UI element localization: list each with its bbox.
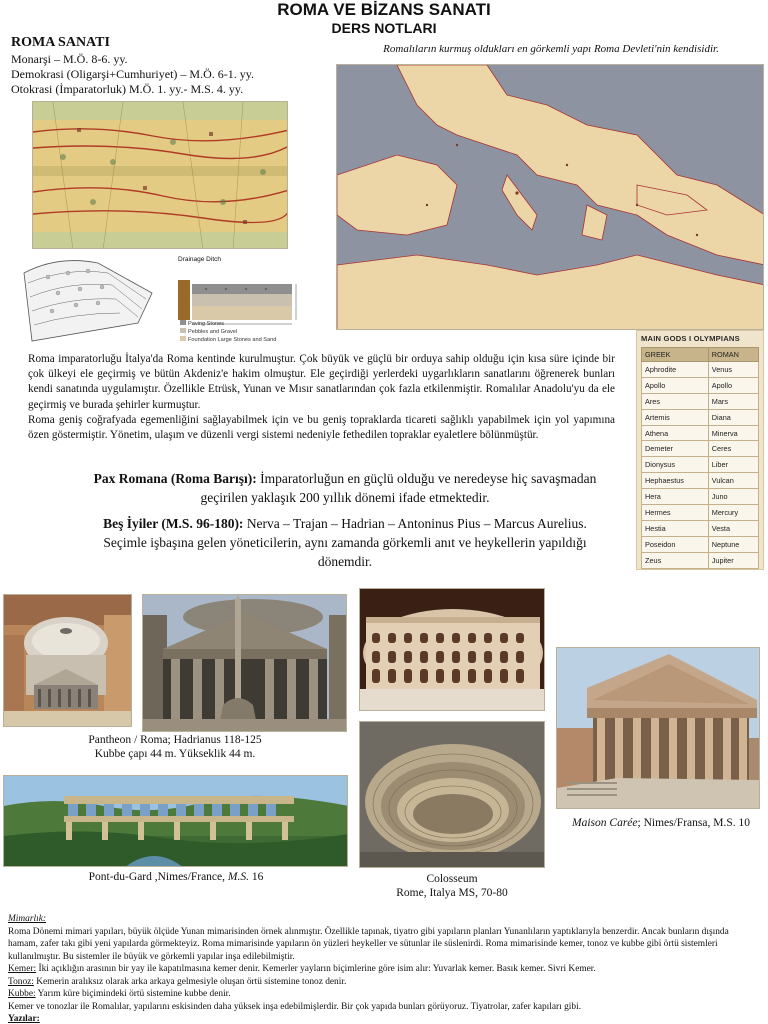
section-title: ROMA SANATI [11,35,110,50]
period-item: Otokrasi (İmparatorluk) M.Ö. 1. yy.- M.S. 4. yy. [11,82,244,96]
road-cross-section-drawing [18,253,158,345]
table-row: Apollo Apollo [642,377,759,393]
body-text [28,352,615,443]
table-header-greek: GREEK [642,348,709,362]
gods-table-title: MAIN GODS I OLYMPIANS [641,334,740,343]
pantheon-facade-photo [142,594,347,732]
five-good-emperors-text [80,514,610,571]
maison-caree-caption: Maison Carée; Nimes/Fransa, M.S. 10 [572,817,750,829]
pantheon-caption: Pantheon / Roma; Hadrianus 118-125 Kubbe çapı 44 m. Yükseklik 44 m. [88,734,262,760]
period-item: Monarşi – M.Ö. 8-6. yy. [11,52,128,66]
table-row: Zeus Jupiter [642,552,759,568]
legend-item: Pebbles and Gravel [180,328,276,336]
colosseum-interior-photo [359,721,545,868]
table-row: Hermes Mercury [642,505,759,521]
colosseum-caption: Colosseum Rome, Italya MS, 70-80 [396,873,508,899]
table-row: Aphrodite Venus [642,362,759,378]
table-row: Poseidon Neptune [642,536,759,552]
road-layers-diagram [176,256,306,348]
legend-item: Paving Stones [180,320,276,328]
architecture-paragraph: Roma Dönemi mimari yapıları, büyük ölçüde Yunan mimarisinden örnek alınmıştır. Özellikle tapınak, tiyatro gibi yapıların planları Yunanlıların yaptıklarıyla benzerdir. Ancak bunların dışında hamam, zafer takı gibi yeni yapılarda görmekteyiz. Roma mimarisinde yapıların ön yüzleri heykeller ve sütunlar ile süslenirdi. Roma mimarisinde kemer, tonoz ve kubbe gibi örtü sistemleri kullanılmıştır. Bu sistemler ile büyük ve görkemli yapılar inşa edilebilmiştir. [8,926,729,962]
arch-definition-kemer: Kemer: İki açıklığın arasının bir yay ile kapatılmasına kemer denir. Kemerler yayların biçimlerine göre isim alır: Yuvarlak kemer. Basık kemer. Sivri Kemer. [8,964,596,974]
table-row: Hera Juno [642,489,759,505]
arch-definition-tonoz: Tonoz: Kemerin aralıksız olarak arka arkaya gelmesiyle oluşan örtü sistemine tonoz denir. [8,976,347,987]
map-caption: Romalıların kurmuş oldukları en görkemli yapı Roma Devleti'nin kendisidir. [383,43,719,55]
table-row: Demeter Ceres [642,441,759,457]
next-section-heading: Yazılar: [8,1014,40,1024]
architecture-heading: Mimarlık: [8,914,47,924]
table-row: Ares Mars [642,393,759,409]
table-row: Hestia Vesta [642,520,759,536]
body-paragraph: Roma geniş coğrafyada egemenliğini sağlayabilmek için ve bu geniş topraklarda ticareti sağlıklı yapabilmek için yol yapımına özen göstermiştir. Yönetim, ulaşım ve düzenli vergi sistemi nedeniyle fethedilen topraklar eyaletlere bölünmüştür. [28,413,615,442]
pantheon-aerial-photo [3,594,132,727]
table-row: Artemis Diana [642,409,759,425]
table-row: Hephaestus Vulcan [642,473,759,489]
pont-du-gard-caption: Pont-du-Gard ,Nimes/France, M.S. 16 [88,871,264,883]
pax-romana-label: Pax Romana (Roma Barışı): [93,471,257,486]
period-item: Demokrasi (Oligarşi+Cumhuriyet) – M.Ö. 6-1. yy. [11,67,254,81]
pax-romana-text [80,469,610,507]
page-subtitle: DERS NOTLARI [331,20,437,36]
five-good-label: Beş İyiler (M.S. 96-180): [103,516,244,531]
pont-du-gard-photo [3,775,348,867]
architecture-section [8,913,760,1024]
maison-caree-photo [556,647,760,809]
olympian-gods-table [636,330,764,570]
table-header-roman: ROMAN [708,348,758,362]
body-paragraph: Roma imparatorluğu İtalya'da Roma kentinde kurulmuştur. Çok büyük ve güçlü bir orduya sahip olduğu için kısa süre içinde bir çok ülkeyi ele geçirmiş ve bütün Akdeniz'e hakim olmuştur. Ele geçirdiği yerlerdeki uygarlıkların sanatlarını öğrenerek bunları kendi sanatında uygulamıştır. Özellikle Etrüsk, Yunan ve Mısır sanatlarından çok fazla etkilenmiştir. Romalılar Anadolu'yu da ele geçirmiş ve burada şehirler kurmuştur. [28,353,615,411]
pax-romana-desc: İmparatorluğun en güçlü olduğu ve neredeyse hiç savaşmadan geçirilen yaklaşık 200 yıllık dönemi ifade etmektedir. [200,471,597,505]
table-row: Dionysus Liber [642,457,759,473]
page-title: ROMA VE BİZANS SANATI [277,0,491,19]
architecture-paragraph: Kemer ve tonozlar ile Romalılar, yapılarını eskisinden daha yüksek inşa edebilmişlerdir. Bir çok yapıda bunları görüyoruz. Tiyatrolar, zafer kapıları gibi. [8,1001,582,1012]
period-list [11,52,254,97]
table-row: Athena Minerva [642,425,759,441]
roman-empire-map [336,64,764,330]
colosseum-reconstruction-photo [359,588,545,711]
arch-definition-kubbe: Kubbe: Yarım küre biçimindeki örtü sistemine kubbe denir. [8,989,231,999]
tabula-map-image [32,101,288,249]
diagram-label: Drainage Ditch [178,256,221,263]
legend-item: Foundation Large Stones and Sand [180,336,276,344]
five-good-desc: Nerva – Trajan – Hadrian – Antoninus Pius – Marcus Aurelius. Seçimle işbaşına gelen yöneticilerin, aynı zamanda görkemli anıt ve heykellerin yapıldığı dönemdir. [103,516,587,569]
